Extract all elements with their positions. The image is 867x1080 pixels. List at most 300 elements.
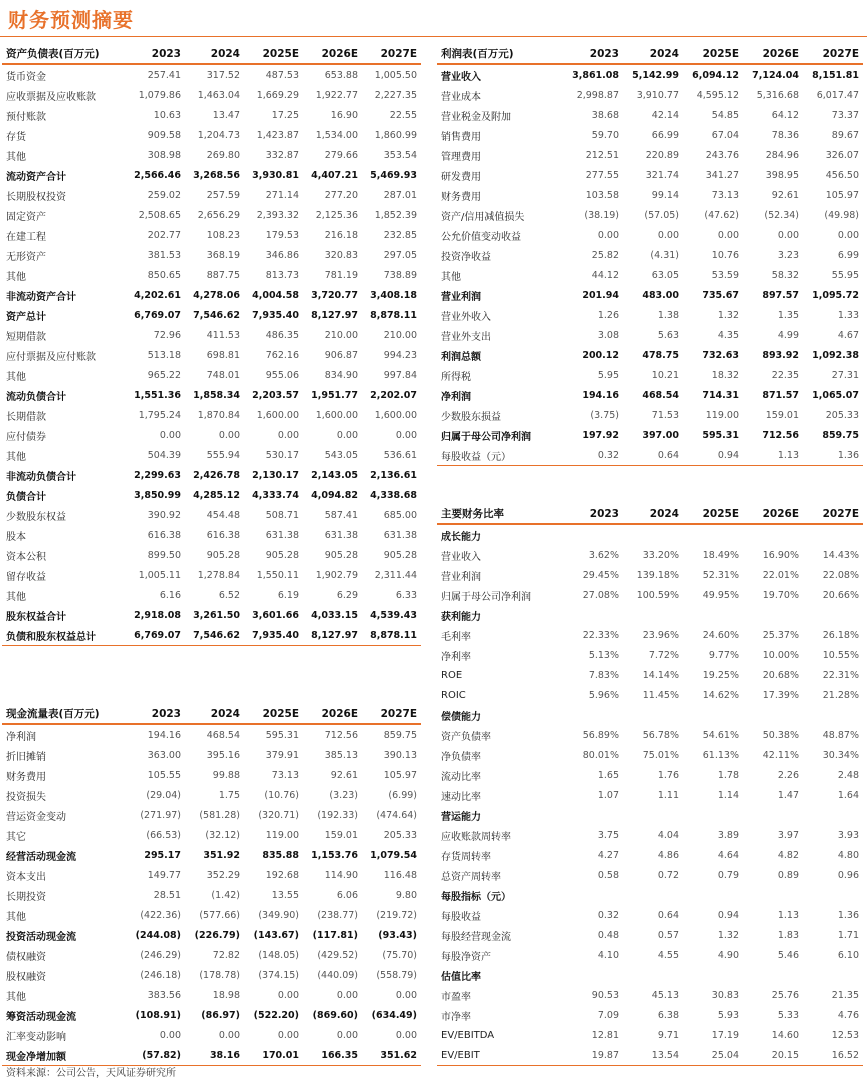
value-cell: 508.71 bbox=[265, 509, 299, 521]
table-row bbox=[437, 405, 863, 425]
table-row bbox=[437, 185, 863, 205]
value-cell: 994.23 bbox=[383, 349, 417, 361]
value-cell bbox=[563, 605, 623, 625]
value-cell: (577.66) bbox=[199, 909, 240, 921]
income-statement-table bbox=[437, 44, 863, 466]
value-cell: 159.01 bbox=[765, 409, 799, 421]
value-cell: 197.92 bbox=[582, 429, 619, 441]
row-label: 获利能力 bbox=[441, 611, 481, 623]
value-cell: 108.23 bbox=[206, 229, 240, 241]
value-cell: 781.19 bbox=[324, 269, 358, 281]
table-row bbox=[437, 265, 863, 285]
value-cell: 390.92 bbox=[147, 509, 181, 521]
value-cell: 50.38% bbox=[762, 729, 799, 741]
table-row bbox=[2, 465, 421, 485]
row-label: 其他 bbox=[6, 271, 26, 283]
row-label: 非流动负债合计 bbox=[6, 471, 76, 483]
year-header: 2024 bbox=[185, 44, 244, 64]
value-cell: 10.00% bbox=[762, 649, 799, 661]
value-cell: 22.01% bbox=[762, 569, 799, 581]
value-cell: 468.54 bbox=[206, 729, 240, 741]
value-cell: 0.00 bbox=[336, 429, 358, 441]
value-cell: (66.53) bbox=[146, 829, 181, 841]
value-cell: 89.67 bbox=[831, 129, 859, 141]
row-label: 留存收益 bbox=[6, 571, 46, 583]
value-cell bbox=[743, 965, 803, 985]
value-cell: 326.07 bbox=[825, 149, 859, 161]
value-cell: 53.59 bbox=[711, 269, 739, 281]
value-cell bbox=[743, 605, 803, 625]
value-cell: 530.17 bbox=[265, 449, 299, 461]
value-cell: 287.01 bbox=[383, 189, 417, 201]
table-row bbox=[437, 1005, 863, 1025]
value-cell: 25.82 bbox=[591, 249, 619, 261]
row-label: 现金净增加额 bbox=[2, 1045, 126, 1066]
row-label: 长期投资 bbox=[6, 891, 46, 903]
value-cell: 738.89 bbox=[383, 269, 417, 281]
value-cell: 411.53 bbox=[206, 329, 240, 341]
value-cell: 5,142.99 bbox=[632, 69, 679, 81]
value-cell: 0.48 bbox=[597, 929, 619, 941]
row-label: 折旧摊销 bbox=[6, 751, 46, 763]
row-label: 资产/信用减值损失 bbox=[441, 211, 525, 223]
value-cell: (178.78) bbox=[199, 969, 240, 981]
value-cell: 105.97 bbox=[383, 769, 417, 781]
table-row bbox=[437, 385, 863, 405]
year-header: 2026E bbox=[743, 504, 803, 524]
value-cell: 271.14 bbox=[265, 189, 299, 201]
value-cell: 4.64 bbox=[717, 849, 739, 861]
table-row bbox=[2, 325, 421, 345]
section-row bbox=[437, 605, 863, 625]
row-label: 公允价值变动收益 bbox=[441, 231, 521, 243]
table-row bbox=[2, 805, 421, 825]
table-header-row bbox=[2, 44, 421, 64]
value-cell: 762.16 bbox=[265, 349, 299, 361]
row-label: 速动比率 bbox=[441, 791, 481, 803]
value-cell: 332.87 bbox=[265, 149, 299, 161]
value-cell: 4,539.43 bbox=[370, 609, 417, 621]
value-cell: 1,858.34 bbox=[193, 389, 240, 401]
value-cell bbox=[743, 885, 803, 905]
value-cell: 712.56 bbox=[762, 429, 799, 441]
value-cell: 353.54 bbox=[383, 149, 417, 161]
table-title: 利润表(百万元) bbox=[437, 44, 563, 64]
value-cell: 2,393.32 bbox=[256, 209, 299, 221]
table-row bbox=[437, 585, 863, 605]
value-cell: 11.45% bbox=[642, 689, 679, 701]
row-label: 负债和股东权益总计 bbox=[2, 625, 126, 646]
value-cell: 859.75 bbox=[383, 729, 417, 741]
section-row bbox=[437, 524, 863, 545]
value-cell: 390.13 bbox=[383, 749, 417, 761]
row-label: 股本 bbox=[6, 531, 26, 543]
value-cell: (271.97) bbox=[140, 809, 181, 821]
balance-sheet-table bbox=[2, 44, 421, 646]
value-cell: 257.59 bbox=[206, 189, 240, 201]
value-cell: 6,769.07 bbox=[134, 309, 181, 321]
value-cell: 1,095.72 bbox=[812, 289, 859, 301]
table-row bbox=[437, 925, 863, 945]
value-cell: 1.33 bbox=[837, 309, 859, 321]
value-cell: 905.28 bbox=[324, 549, 358, 561]
value-cell: 139.18% bbox=[636, 569, 679, 581]
section-row bbox=[437, 805, 863, 825]
value-cell: (10.76) bbox=[264, 789, 299, 801]
table-row bbox=[437, 325, 863, 345]
value-cell: 13.55 bbox=[271, 889, 299, 901]
row-label: 财务费用 bbox=[6, 771, 46, 783]
row-label: 每股收益 bbox=[441, 911, 481, 923]
value-cell bbox=[683, 885, 743, 905]
value-cell: 12.53 bbox=[831, 1029, 859, 1041]
value-cell: 63.05 bbox=[651, 269, 679, 281]
value-cell: (440.09) bbox=[317, 969, 358, 981]
value-cell: 257.41 bbox=[147, 69, 181, 81]
table-row bbox=[2, 105, 421, 125]
row-label: 少数股东损益 bbox=[441, 411, 501, 423]
value-cell: 0.94 bbox=[683, 445, 743, 466]
value-cell: 277.20 bbox=[324, 189, 358, 201]
value-cell: 1.14 bbox=[717, 789, 739, 801]
value-cell: 4.04 bbox=[657, 829, 679, 841]
row-label: 市盈率 bbox=[441, 991, 471, 1003]
table-row bbox=[437, 165, 863, 185]
value-cell: 813.73 bbox=[265, 269, 299, 281]
value-cell: 7,935.40 bbox=[252, 309, 299, 321]
value-cell: 54.85 bbox=[711, 109, 739, 121]
value-cell: 631.38 bbox=[383, 529, 417, 541]
value-cell: (244.08) bbox=[135, 929, 181, 941]
value-cell bbox=[683, 705, 743, 725]
value-cell: 17.25 bbox=[271, 109, 299, 121]
value-cell: 75.01% bbox=[642, 749, 679, 761]
value-cell: 1,079.86 bbox=[138, 89, 181, 101]
value-cell bbox=[623, 524, 683, 545]
value-cell: 3,720.77 bbox=[311, 289, 358, 301]
value-cell: 216.18 bbox=[324, 229, 358, 241]
value-cell: 0.89 bbox=[777, 869, 799, 881]
value-cell: 1,423.87 bbox=[256, 129, 299, 141]
value-cell: 78.36 bbox=[771, 129, 799, 141]
value-cell: 9.80 bbox=[395, 889, 417, 901]
table-row bbox=[2, 925, 421, 945]
value-cell: 3,910.77 bbox=[636, 89, 679, 101]
row-label: 其他 bbox=[6, 451, 26, 463]
value-cell: 308.98 bbox=[147, 149, 181, 161]
value-cell: 194.16 bbox=[147, 729, 181, 741]
table-row bbox=[437, 725, 863, 745]
value-cell: 478.75 bbox=[642, 349, 679, 361]
value-cell: 4.99 bbox=[777, 329, 799, 341]
value-cell bbox=[623, 605, 683, 625]
table-row bbox=[437, 425, 863, 445]
value-cell: 4.27 bbox=[597, 849, 619, 861]
value-cell: 748.01 bbox=[206, 369, 240, 381]
value-cell: 1.13 bbox=[777, 909, 799, 921]
table-row bbox=[437, 665, 863, 685]
value-cell: (522.20) bbox=[253, 1009, 299, 1021]
table-row bbox=[2, 545, 421, 565]
value-cell: (6.99) bbox=[388, 789, 417, 801]
value-cell bbox=[563, 805, 623, 825]
row-label: 财务费用 bbox=[441, 191, 481, 203]
row-label: 无形资产 bbox=[6, 251, 46, 263]
row-label: 应付票据及应付账款 bbox=[6, 351, 96, 363]
value-cell: 905.28 bbox=[383, 549, 417, 561]
section-row bbox=[437, 705, 863, 725]
page-title: 财务预测摘要 bbox=[8, 8, 134, 32]
value-cell: 906.87 bbox=[324, 349, 358, 361]
row-label: 短期借款 bbox=[6, 331, 46, 343]
financial-ratios-table bbox=[437, 504, 863, 1066]
table-row bbox=[2, 185, 421, 205]
table-row bbox=[437, 105, 863, 125]
value-cell: 1,092.38 bbox=[812, 349, 859, 361]
value-cell: 4,094.82 bbox=[311, 489, 358, 501]
value-cell: 0.00 bbox=[218, 429, 240, 441]
table-row bbox=[437, 345, 863, 365]
value-cell: 90.53 bbox=[591, 989, 619, 1001]
value-cell: 0.00 bbox=[777, 229, 799, 241]
value-cell: 80.01% bbox=[582, 749, 619, 761]
value-cell: (1.42) bbox=[211, 889, 240, 901]
value-cell: 4.55 bbox=[657, 949, 679, 961]
value-cell: 64.12 bbox=[771, 109, 799, 121]
value-cell: (581.28) bbox=[199, 809, 240, 821]
value-cell: 1,600.00 bbox=[374, 409, 417, 421]
value-cell bbox=[803, 605, 863, 625]
value-cell: 3,408.18 bbox=[370, 289, 417, 301]
table-row bbox=[437, 825, 863, 845]
value-cell: 8,151.81 bbox=[812, 69, 859, 81]
value-cell: 8,878.11 bbox=[362, 625, 421, 646]
value-cell: 6.29 bbox=[336, 589, 358, 601]
section-row bbox=[437, 965, 863, 985]
row-label: 负债合计 bbox=[6, 491, 46, 503]
table-row bbox=[2, 385, 421, 405]
table-row bbox=[437, 765, 863, 785]
value-cell: 0.00 bbox=[159, 1029, 181, 1041]
value-cell: 6,769.07 bbox=[126, 625, 185, 646]
table-row bbox=[437, 625, 863, 645]
value-cell: 5.33 bbox=[777, 1009, 799, 1021]
value-cell: 1,153.76 bbox=[311, 849, 358, 861]
value-cell: 71.53 bbox=[651, 409, 679, 421]
value-cell: 1.07 bbox=[597, 789, 619, 801]
table-row bbox=[437, 865, 863, 885]
value-cell: 3.75 bbox=[597, 829, 619, 841]
table-row bbox=[2, 565, 421, 585]
cash-flow-table bbox=[2, 704, 421, 1066]
value-cell: 685.00 bbox=[383, 509, 417, 521]
value-cell: 363.00 bbox=[147, 749, 181, 761]
value-cell: 0.58 bbox=[597, 869, 619, 881]
value-cell: 871.57 bbox=[762, 389, 799, 401]
value-cell: 6,017.47 bbox=[816, 89, 859, 101]
value-cell: 22.35 bbox=[771, 369, 799, 381]
value-cell: 483.00 bbox=[642, 289, 679, 301]
value-cell: 18.98 bbox=[212, 989, 240, 1001]
value-cell: 616.38 bbox=[147, 529, 181, 541]
row-label: 资产总计 bbox=[6, 311, 46, 323]
section-row bbox=[437, 885, 863, 905]
value-cell: 297.05 bbox=[383, 249, 417, 261]
year-header: 2026E bbox=[303, 704, 362, 724]
row-label: 每股指标（元） bbox=[441, 891, 511, 903]
table-row bbox=[437, 685, 863, 705]
row-label: 汇率变动影响 bbox=[6, 1031, 66, 1043]
value-cell: 1.75 bbox=[218, 789, 240, 801]
value-cell: 22.08% bbox=[822, 569, 859, 581]
value-cell: 4.82 bbox=[777, 849, 799, 861]
value-cell: 5.63 bbox=[657, 329, 679, 341]
value-cell: 2,125.36 bbox=[315, 209, 358, 221]
value-cell: 1,922.77 bbox=[315, 89, 358, 101]
value-cell: 543.05 bbox=[324, 449, 358, 461]
value-cell: (108.91) bbox=[135, 1009, 181, 1021]
table-row bbox=[2, 285, 421, 305]
row-label: 归属于母公司净利润 bbox=[441, 431, 531, 443]
value-cell: 22.33% bbox=[582, 629, 619, 641]
value-cell: 21.35 bbox=[831, 989, 859, 1001]
value-cell: (246.29) bbox=[140, 949, 181, 961]
value-cell: 54.61% bbox=[702, 729, 739, 741]
value-cell: 631.38 bbox=[265, 529, 299, 541]
value-cell: (75.70) bbox=[382, 949, 417, 961]
table-row bbox=[2, 785, 421, 805]
value-cell: 103.58 bbox=[585, 189, 619, 201]
value-cell bbox=[683, 805, 743, 825]
value-cell: 38.16 bbox=[185, 1045, 244, 1066]
value-cell: 595.31 bbox=[265, 729, 299, 741]
row-label: 估值比率 bbox=[441, 971, 481, 983]
value-cell: (246.18) bbox=[140, 969, 181, 981]
row-label: EV/EBIT bbox=[437, 1045, 563, 1066]
value-cell: 0.00 bbox=[277, 1029, 299, 1041]
value-cell: 1,852.39 bbox=[374, 209, 417, 221]
table-row bbox=[2, 985, 421, 1005]
value-cell bbox=[743, 705, 803, 725]
value-cell bbox=[563, 965, 623, 985]
table-row bbox=[2, 365, 421, 385]
value-cell: 4.86 bbox=[657, 849, 679, 861]
value-cell bbox=[803, 805, 863, 825]
value-cell: 536.61 bbox=[383, 449, 417, 461]
value-cell: 149.77 bbox=[147, 869, 181, 881]
value-cell: 3.62% bbox=[588, 549, 619, 561]
value-cell: 92.61 bbox=[330, 769, 358, 781]
value-cell: 212.51 bbox=[585, 149, 619, 161]
value-cell: 486.35 bbox=[265, 329, 299, 341]
value-cell: 0.00 bbox=[159, 429, 181, 441]
table-row bbox=[2, 485, 421, 505]
row-label: 股东权益合计 bbox=[6, 611, 66, 623]
row-label: 固定资产 bbox=[6, 211, 46, 223]
value-cell: 21.28% bbox=[822, 689, 859, 701]
table-row bbox=[2, 1005, 421, 1025]
table-row bbox=[2, 525, 421, 545]
value-cell: 0.00 bbox=[395, 429, 417, 441]
value-cell: (192.33) bbox=[317, 809, 358, 821]
value-cell: 0.00 bbox=[395, 1029, 417, 1041]
row-label: 营业收入 bbox=[441, 551, 481, 563]
value-cell: 23.96% bbox=[642, 629, 679, 641]
value-cell: 4.90 bbox=[717, 949, 739, 961]
value-cell: 61.13% bbox=[702, 749, 739, 761]
row-label: 净利润 bbox=[441, 391, 471, 403]
value-cell: 379.91 bbox=[265, 749, 299, 761]
row-label: 其他 bbox=[6, 991, 26, 1003]
value-cell: 179.53 bbox=[265, 229, 299, 241]
table-row bbox=[437, 64, 863, 85]
value-cell: 22.31% bbox=[822, 669, 859, 681]
value-cell: 20.66% bbox=[822, 589, 859, 601]
value-cell: (219.72) bbox=[376, 909, 417, 921]
table-header-row bbox=[437, 504, 863, 524]
row-label: 货币资金 bbox=[6, 71, 46, 83]
value-cell: 6.16 bbox=[159, 589, 181, 601]
value-cell: 0.32 bbox=[563, 445, 623, 466]
value-cell: 351.92 bbox=[203, 849, 240, 861]
value-cell: 468.54 bbox=[642, 389, 679, 401]
value-cell: 4,202.61 bbox=[134, 289, 181, 301]
value-cell: 587.41 bbox=[324, 509, 358, 521]
value-cell: 1,463.04 bbox=[197, 89, 240, 101]
value-cell bbox=[623, 965, 683, 985]
value-cell: 45.13 bbox=[651, 989, 679, 1001]
value-cell: 42.11% bbox=[762, 749, 799, 761]
value-cell: 2,130.17 bbox=[252, 469, 299, 481]
table-row bbox=[2, 625, 421, 646]
value-cell: 5.96% bbox=[588, 689, 619, 701]
value-cell: 3.23 bbox=[777, 249, 799, 261]
value-cell: 66.99 bbox=[651, 129, 679, 141]
value-cell: 16.90% bbox=[762, 549, 799, 561]
table-row bbox=[2, 585, 421, 605]
value-cell: 6.10 bbox=[837, 949, 859, 961]
value-cell: 1.36 bbox=[803, 445, 863, 466]
value-cell: 4,033.15 bbox=[311, 609, 358, 621]
value-cell: 1,065.07 bbox=[812, 389, 859, 401]
value-cell: 5,469.93 bbox=[370, 169, 417, 181]
value-cell: (3.23) bbox=[329, 789, 358, 801]
value-cell: 20.68% bbox=[762, 669, 799, 681]
value-cell: 67.04 bbox=[711, 129, 739, 141]
value-cell: 99.14 bbox=[651, 189, 679, 201]
value-cell: (634.49) bbox=[371, 1009, 417, 1021]
table-row bbox=[2, 245, 421, 265]
value-cell: 1,005.11 bbox=[138, 569, 181, 581]
value-cell: 1,005.50 bbox=[374, 69, 417, 81]
value-cell: 14.62% bbox=[702, 689, 739, 701]
table-row bbox=[2, 205, 421, 225]
value-cell: 487.53 bbox=[265, 69, 299, 81]
value-cell: (349.90) bbox=[258, 909, 299, 921]
value-cell: 2.26 bbox=[777, 769, 799, 781]
value-cell: 6.38 bbox=[657, 1009, 679, 1021]
row-label: 净负债率 bbox=[441, 751, 481, 763]
row-label: 每股净资产 bbox=[441, 951, 491, 963]
value-cell: 38.68 bbox=[591, 109, 619, 121]
year-header: 2026E bbox=[743, 44, 803, 64]
value-cell: 192.68 bbox=[265, 869, 299, 881]
value-cell: 3,261.50 bbox=[193, 609, 240, 621]
row-label: 每股收益（元） bbox=[437, 445, 563, 466]
value-cell bbox=[623, 885, 683, 905]
value-cell: 2,918.08 bbox=[134, 609, 181, 621]
value-cell: 14.43% bbox=[822, 549, 859, 561]
